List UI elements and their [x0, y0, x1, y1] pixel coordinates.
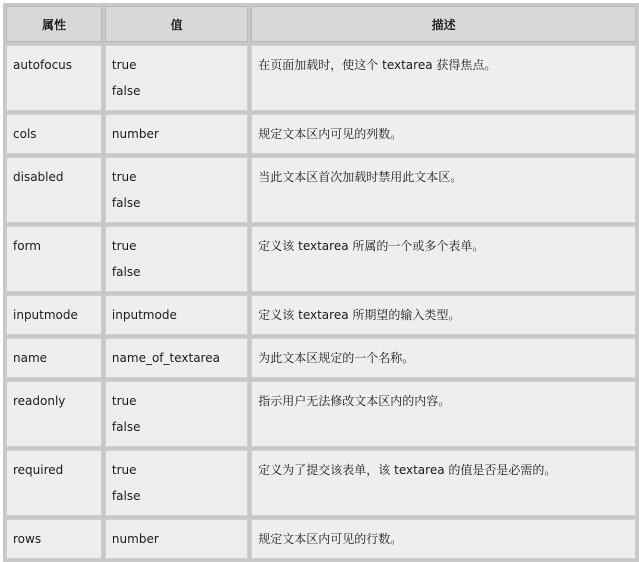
- attribute-value: true: [111, 463, 137, 477]
- cell-value: [105, 295, 248, 335]
- cell-value: [105, 450, 248, 516]
- attribute-value: false: [111, 420, 141, 434]
- cell-attribute: [6, 114, 102, 154]
- table-row: [6, 295, 636, 335]
- attribute-table: [3, 3, 639, 562]
- cell-description: [251, 338, 636, 378]
- attribute-description: 为此文本区规定的一个名称。: [258, 351, 415, 365]
- table-row: [6, 381, 636, 447]
- table-row: [6, 45, 636, 111]
- cell-value: [105, 157, 248, 223]
- attribute-description: 在页面加载时，使这个 textarea 获得焦点。: [258, 58, 497, 72]
- cell-value: [105, 226, 248, 292]
- attribute-value: true: [111, 58, 137, 72]
- cell-description: [251, 157, 636, 223]
- cell-value: [105, 381, 248, 447]
- cell-value: [105, 114, 248, 154]
- table-body: [6, 45, 636, 559]
- header-description: 描述: [251, 6, 636, 42]
- attribute-value: false: [111, 489, 141, 503]
- table-row: [6, 226, 636, 292]
- cell-attribute: [6, 450, 102, 516]
- attribute-description: 定义为了提交该表单，该 textarea 的值是否是必需的。: [258, 463, 557, 477]
- attribute-value: false: [111, 196, 141, 210]
- cell-attribute: [6, 519, 102, 559]
- attribute-value: true: [111, 170, 137, 184]
- cell-description: [251, 450, 636, 516]
- attribute-description: 定义该 textarea 所属的一个或多个表单。: [258, 239, 485, 253]
- cell-attribute: [6, 226, 102, 292]
- cell-attribute: [6, 381, 102, 447]
- attribute-name: form: [13, 239, 41, 253]
- cell-description: [251, 519, 636, 559]
- attribute-name: autofocus: [13, 58, 73, 72]
- cell-description: [251, 381, 636, 447]
- cell-value: [105, 338, 248, 378]
- attribute-value: inputmode: [111, 308, 177, 322]
- attribute-value: number: [111, 532, 159, 546]
- cell-description: [251, 295, 636, 335]
- attribute-name: name: [13, 351, 48, 365]
- cell-attribute: [6, 157, 102, 223]
- attribute-value: false: [111, 84, 141, 98]
- table-row: [6, 450, 636, 516]
- attribute-value: true: [111, 394, 137, 408]
- attribute-description: 指示用户无法修改文本区内的内容。: [258, 394, 451, 408]
- header-row: [6, 6, 636, 42]
- attribute-value: false: [111, 265, 141, 279]
- cell-attribute: [6, 338, 102, 378]
- table-row: [6, 519, 636, 559]
- attribute-name: required: [13, 463, 64, 477]
- attribute-name: readonly: [13, 394, 66, 408]
- attribute-description: 当此文本区首次加载时禁用此文本区。: [258, 170, 463, 184]
- attribute-name: cols: [13, 127, 37, 141]
- cell-value: [105, 45, 248, 111]
- attribute-value: number: [111, 127, 159, 141]
- cell-value: [105, 519, 248, 559]
- table-row: [6, 114, 636, 154]
- attribute-name: rows: [13, 532, 42, 546]
- header-attribute: 属性: [6, 6, 102, 42]
- attribute-value: true: [111, 239, 137, 253]
- cell-description: [251, 114, 636, 154]
- cell-description: [251, 45, 636, 111]
- attribute-name: disabled: [13, 170, 64, 184]
- cell-description: [251, 226, 636, 292]
- attribute-description: 规定文本区内可见的列数。: [258, 127, 403, 141]
- cell-attribute: [6, 45, 102, 111]
- attribute-name: inputmode: [13, 308, 78, 322]
- attribute-description: 定义该 textarea 所期望的输入类型。: [258, 308, 461, 322]
- attribute-value: name_of_textarea: [111, 351, 220, 365]
- cell-attribute: [6, 295, 102, 335]
- attribute-description: 规定文本区内可见的行数。: [258, 532, 403, 546]
- header-value: 值: [105, 6, 248, 42]
- table-row: [6, 338, 636, 378]
- table-row: [6, 157, 636, 223]
